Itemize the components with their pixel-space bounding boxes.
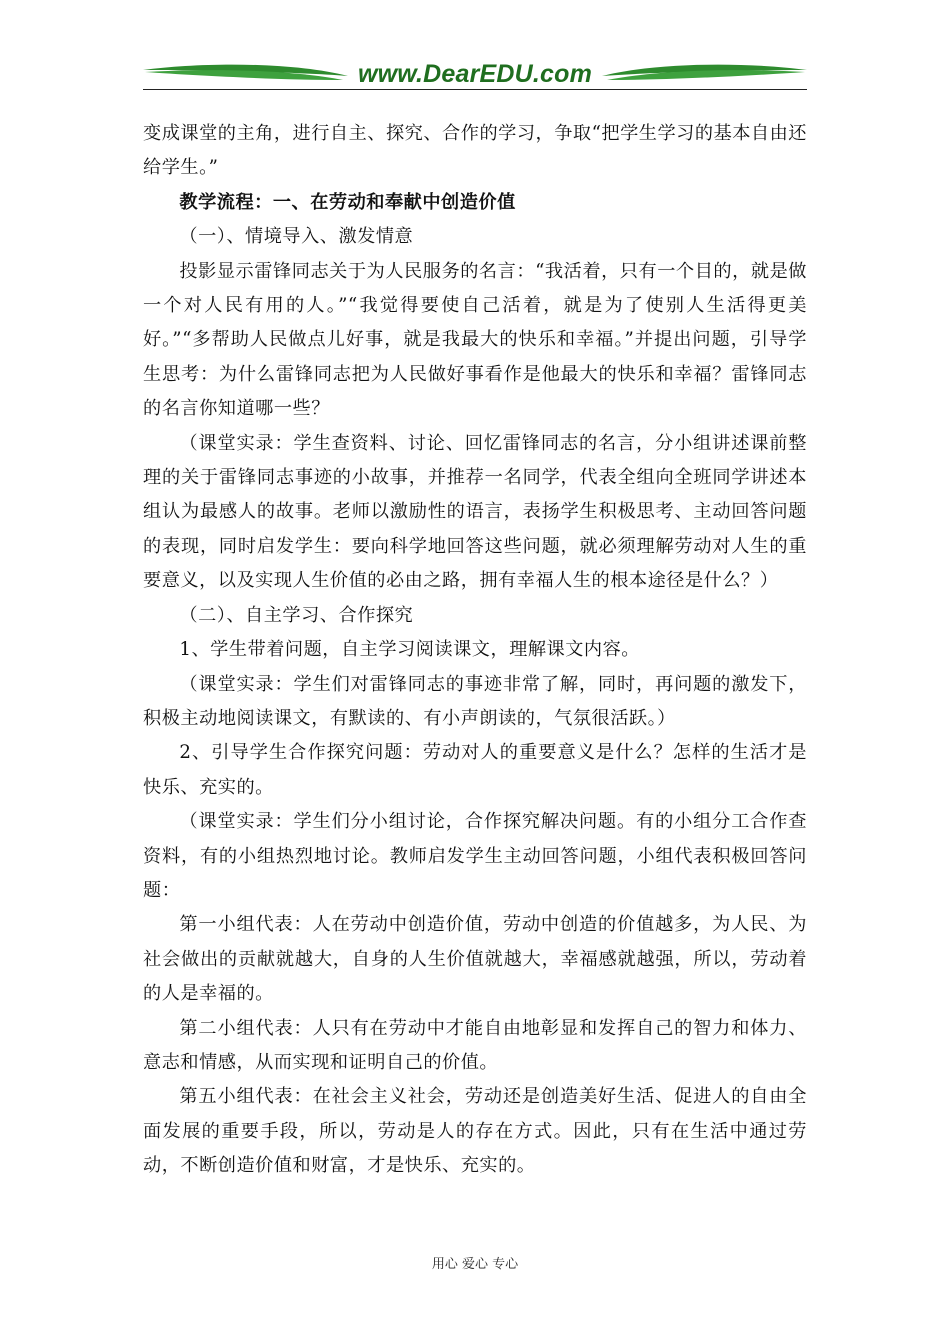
paragraph-class-record-3: （课堂实录：学生们分小组讨论，合作探究解决问题。有的小组分工合作查资料，有的小组热烈地讨论。教师启发学生主动回答问题，小组代表积极回答问题： [143, 811, 807, 901]
page-footer: 用心 爱心 专心 [431, 1257, 519, 1272]
paragraph-quote-prompt: 投影显示雷锋同志关于为人民服务的名言：“我活着，只有一个目的，就是做一个对人民有用的人。”“我觉得要使自己活着，就是为了使别人生活得更美好。”“多帮助人民做点儿好事，就是我最大的快乐和幸福。”并提出问题，引导学生思考：为什么雷锋同志把为人民做好事看作是他最大的快乐和幸福？雷锋同志的名言你知道哪一些？ [143, 260, 807, 420]
paragraph-step-1: 1、学生带着问题，自主学习阅读课文，理解课文内容。 [179, 639, 640, 661]
section-heading: 教学流程：一、在劳动和奉献中创造价值 [179, 191, 516, 213]
header-divider [143, 89, 807, 90]
page-header [143, 58, 807, 94]
site-brand: www.DearEDU.com [357, 60, 593, 88]
paragraph-intro: 变成课堂的主角，进行自主、探究、合作的学习，争取“把学生学习的基本自由还给学生。” [143, 123, 807, 179]
subsection-heading-2: （二）、自主学习、合作探究 [179, 604, 414, 626]
paragraph-step-2: 2、引导学生合作探究问题：劳动对人的重要意义是什么？怎样的生活才是快乐、充实的。 [143, 742, 807, 798]
paragraph-group-1: 第一小组代表：人在劳动中创造价值，劳动中创造的价值越多，为人民、为社会做出的贡献就越大，自身的人生价值就越大，幸福感就越强，所以，劳动着的人是幸福的。 [143, 914, 807, 1005]
document-body [143, 117, 807, 1184]
paragraph-class-record-2: （课堂实录：学生们对雷锋同志的事迹非常了解，同时，再问题的激发下，积极主动地阅读课文，有默读的、有小声朗读的，气氛很活跃。） [143, 673, 807, 729]
paragraph-group-2: 第二小组代表：人只有在劳动中才能自由地彰显和发挥自己的智力和体力、意志和情感，从而实现和证明自己的价值。 [143, 1017, 807, 1073]
paragraph-group-5: 第五小组代表：在社会主义社会，劳动还是创造美好生活、促进人的自由全面发展的重要手段，所以，劳动是人的存在方式。因此，只有在生活中通过劳动，不断创造价值和财富，才是快乐、充实的。 [143, 1086, 807, 1177]
paragraph-class-record-1: （课堂实录：学生查资料、讨论、回忆雷锋同志的名言，分小组讲述课前整理的关于雷锋同志事迹的小故事，并推荐一名同学，代表全组向全班同学讲述本组认为最感人的故事。老师以激励性的语言，表扬学生积极思考、主动回答问题的表现，同时启发学生：要向科学地回答这些问题，就必须理解劳动对人生的重要意义，以及实现人生价值的必由之路，拥有幸福人生的根本途径是什么？） [143, 432, 807, 592]
subsection-heading-1: （一）、情境导入、激发情意 [179, 226, 414, 248]
